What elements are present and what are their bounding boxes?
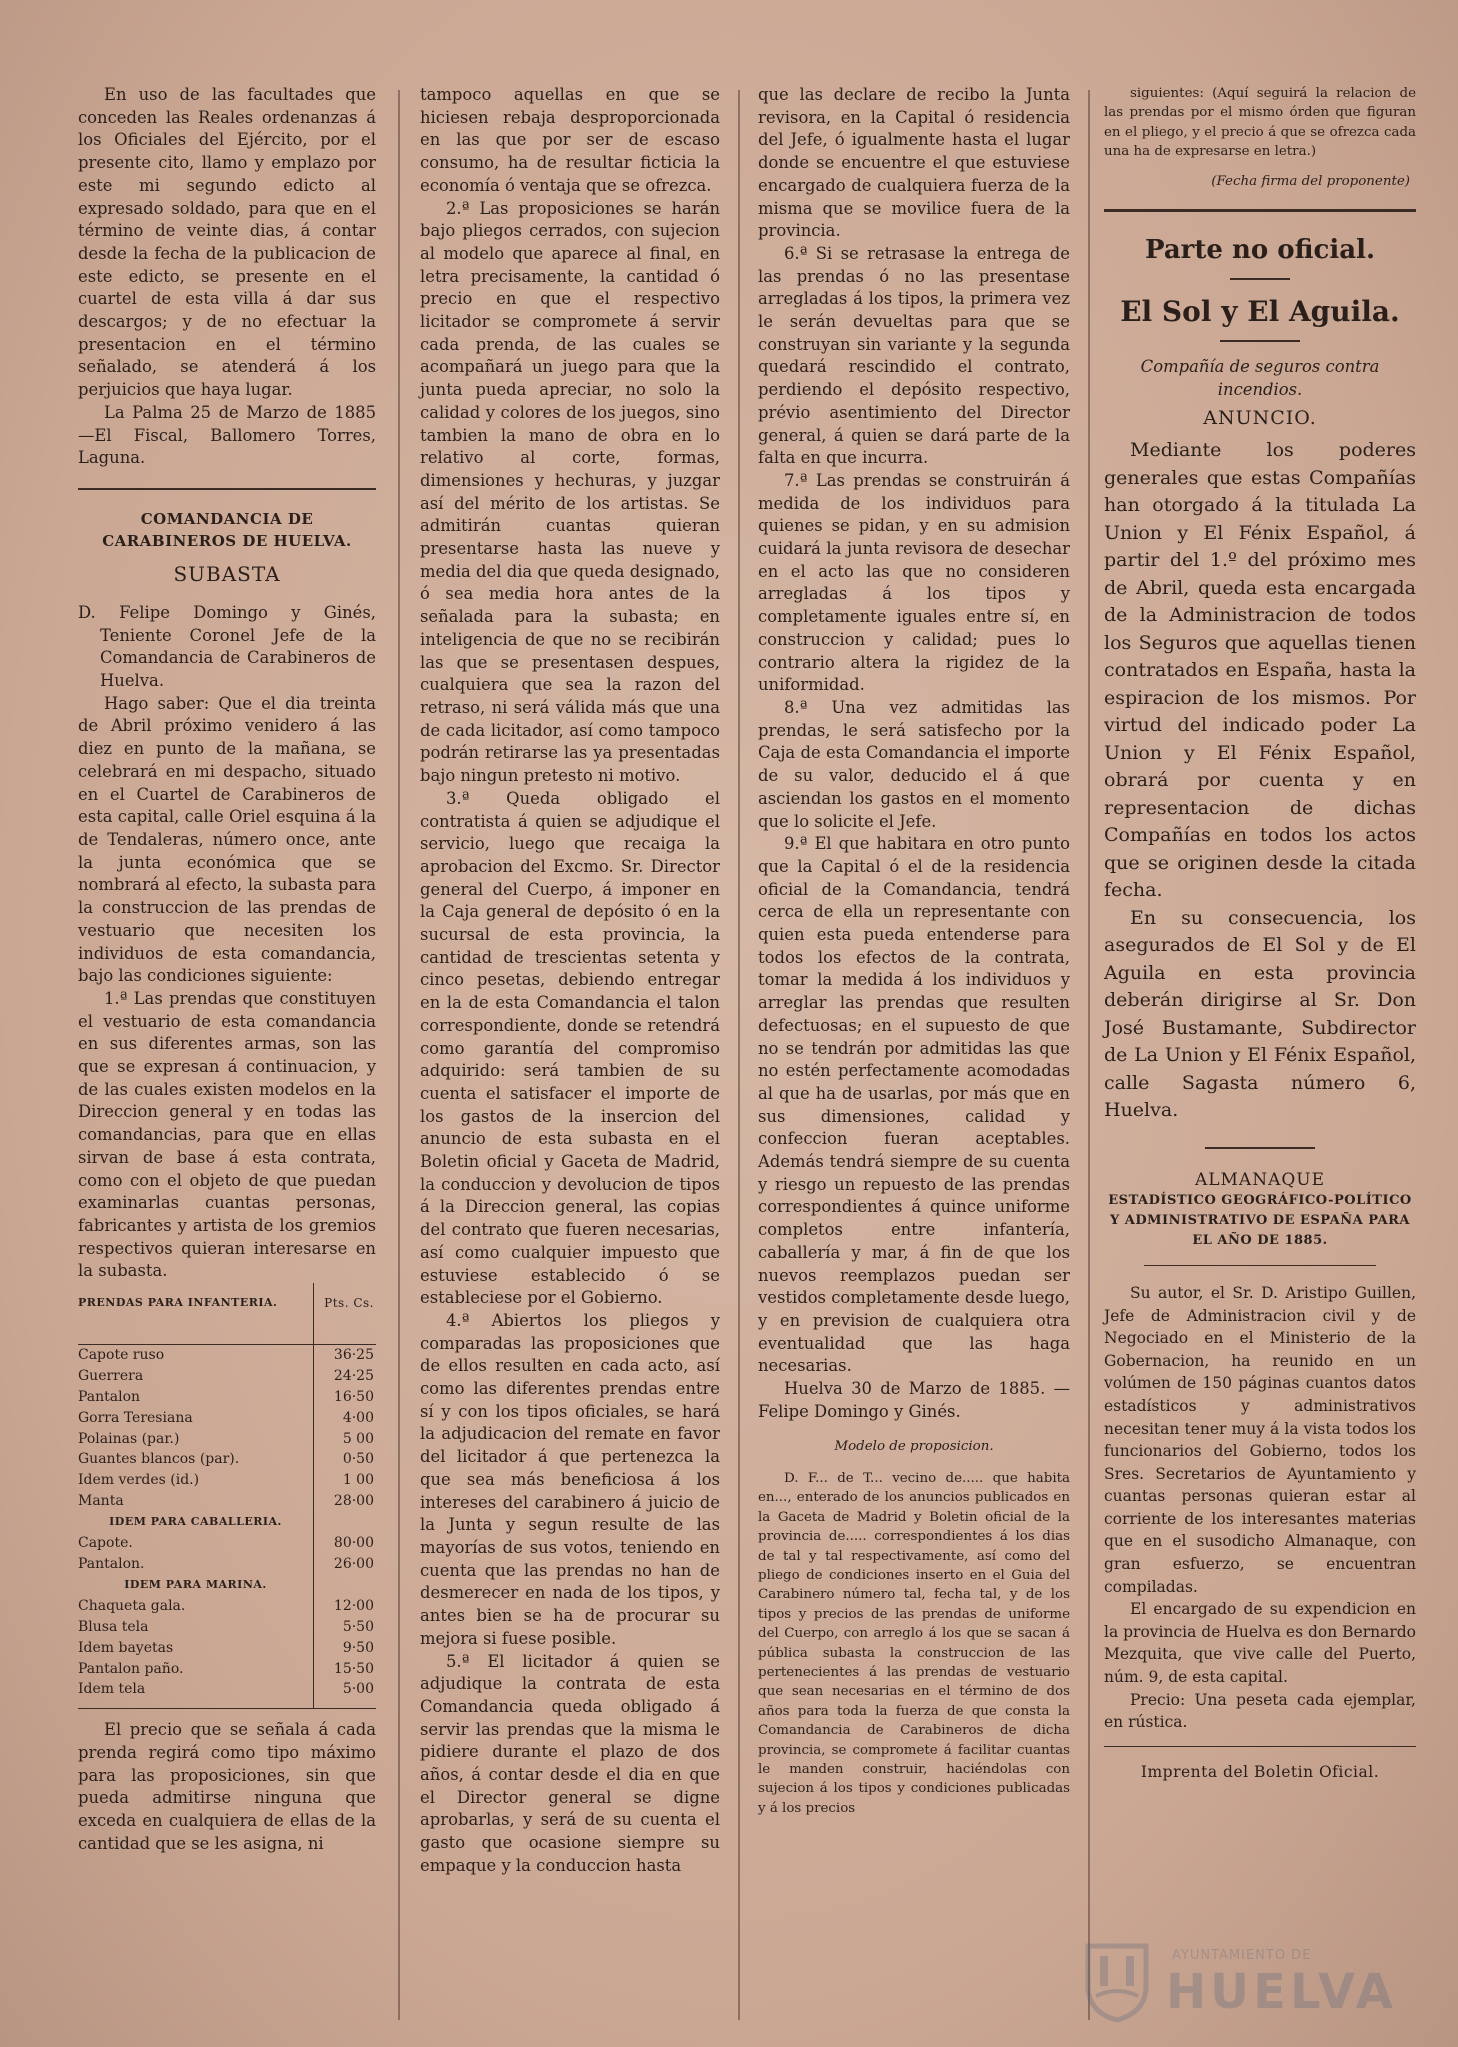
table-item: Capote. (78, 1533, 314, 1554)
column-rule (1088, 90, 1090, 2020)
condition-4: 4.ª Abiertos los pliegos y comparadas las proposiciones que de ellos resulten en cada acto, así como las diferentes prendas entre sí y con los tipos oficiales, se hará la adjudicacion del remate en favor del licitador á que pertenezca la que sea más beneficiosa á los intereses del carabinero á juicio de la Junta y segun resulte de las mayorías de sus votos, teniendo en cuenta que las prendas no han de desmerecer en nada de los tipos, y antes bien se ha de procurar su mejora si fuese posible. (420, 1310, 720, 1648)
table-price: 28·00 (333, 1493, 374, 1510)
table-price: 80·00 (333, 1535, 374, 1552)
table-price: 12·00 (333, 1597, 374, 1614)
column-1 (78, 84, 376, 1856)
table-item: Idem bayetas (78, 1638, 314, 1659)
table-price: 1 00 (342, 1472, 374, 1489)
table-subheading: IDEM PARA CABALLERIA. (78, 1512, 314, 1533)
column-2 (420, 84, 720, 1878)
almanaque-paragraph-3: Precio: Una peseta cada ejemplar, en rústica. (1104, 1690, 1416, 1732)
table-item: Pantalon (78, 1387, 314, 1408)
table-price: 9·50 (342, 1639, 374, 1656)
modelo-text: D. F... de T... vecino de..... que habita en..., enterado de los anuncios publicados en la Gaceta de Madrid y Boletin oficial de la provincia de..... correspondientes á los dias de tal y tal respectivamente, así como del pliego de condiciones inserto en el Guia del Carabinero número tal, fecha tal, y de los tipos y precios de las prendas de uniforme del Cuerpo, con arreglo á los que se sacan á pública subasta la construccion de las pertenecientes á las prendas de vestuario que sean necesarias en el término de dos años para toda la fuerza de que consta la Comandancia de Carabineros de dicha provincia, se compromete á facilitar cuantas le manden construir, haciéndolas con sujecion á los tipos y condiciones publicadas y á los precios (758, 1470, 1070, 1816)
almanaque-paragraph-2: El encargado de su expendicion en la provincia de Huelva es don Bernardo Mezquita, que vive calle del Puerto, núm. 9, de esta capital. (1104, 1600, 1416, 1687)
section-divider (1104, 209, 1416, 212)
modelo-title: Modelo de proposicion. (834, 1439, 994, 1455)
condition-5: 5.ª El licitador á quien se adjudique la contrata de esta Comandancia queda obligado á servir las prendas que la misma le pidiere durante el plazo de dos años, á contar desde el dia en que el Director general se digne aprobarlas, y será de su cuenta el gasto que ocasione siempre su empaque y la conduccion hasta (420, 1651, 720, 1875)
section-divider (78, 488, 376, 490)
paragraph-continued: tampoco aquellas en que se hiciesen rebaja desproporcionada en las que por ser de escaso consumo, ha de resultar ficticia la economía ó ventaja que se ofrezca. (420, 85, 720, 195)
table-item: Idem tela (78, 1679, 314, 1708)
section-divider (1104, 1746, 1416, 1747)
subasta-heading: SUBASTA (173, 561, 281, 586)
table-price: 5·50 (342, 1618, 374, 1635)
almanaque-subtitle: ESTADÍSTICO GEOGRÁFICO-POLÍTICO Y ADMINISTRATIVO DE ESPAÑA PARA EL AÑO DE 1885. (1108, 1192, 1412, 1248)
short-divider (1144, 1265, 1376, 1266)
table-header-left: PRENDAS PARA INFANTERIA. (78, 1283, 314, 1344)
coat-of-arms-icon (1082, 1940, 1152, 2022)
anuncio-heading: ANUNCIO. (1203, 407, 1317, 430)
parte-no-oficial-title: Parte no oficial. (1144, 235, 1376, 266)
notice-hago-saber: Hago saber: Que el dia treinta de Abril próximo venidero á las diez en punto de la mañana, se celebrará en mi despacho, situado en el Cuartel de Carabineros de esta capital, calle Oriel esquina á la de Tendaleras, número once, ante la junta económica que se nombrará al efecto, la subasta para la construccion de las prendas de vestuario que necesiten los individuos de esta comandancia, bajo las condiciones siguiente: (78, 693, 376, 986)
table-price: 36·25 (333, 1346, 374, 1363)
archive-watermark (1082, 1940, 1422, 2020)
notice-signature: Huelva 30 de Marzo de 1885. —Felipe Domingo y Ginés. (758, 1379, 1070, 1421)
table-subheading: IDEM PARA MARINA. (78, 1575, 314, 1596)
company-title: El Sol y El Aguila. (1120, 295, 1400, 329)
notice-intro: D. Felipe Domingo y Ginés, Teniente Coronel Jefe de la Comandancia de Carabineros de Huelva. (78, 602, 376, 691)
table-item: Pantalon paño. (78, 1659, 314, 1680)
paragraph-continued: que las declare de recibo la Junta revisora, en la Capital ó residencia del Jefe, ó igualmente hasta el lugar donde se encuentre el que estuviese encargado de cualquiera fuerza de la misma que se movilice fuera de la provincia. (758, 85, 1070, 241)
table-item: Manta (78, 1491, 314, 1512)
watermark-line-1: AYUNTAMIENTO DE (1172, 1948, 1312, 1963)
table-header-right: Pts. Cs. (314, 1283, 377, 1344)
short-divider (1220, 340, 1300, 342)
table-price: 16·50 (333, 1388, 374, 1405)
column-rule (738, 90, 740, 2020)
section-heading: COMANDANCIA DE CARABINEROS DE HUELVA. (102, 509, 352, 550)
column-rule (398, 90, 400, 2020)
price-table (78, 1283, 376, 1709)
table-item: Blusa tela (78, 1617, 314, 1638)
edict-signature: La Palma 25 de Marzo de 1885 —El Fiscal, Ballomero Torres, Laguna. (78, 402, 376, 468)
condition-3: 3.ª Queda obligado el contratista á quien se adjudique el servicio, luego que recaiga la aprobacion del Excmo. Sr. Director general del Cuerpo, á imponer en la Caja general de depósito ó en la sucursal de esta provincia, la cantidad de trescientas setenta y cinco pesetas, debiendo entregar en la de esta Comandancia el talon correspondiente, donde se retendrá como garantía del compromiso adquirido: será tambien de su cuenta el satisfacer el importe de los gastos de la insercion del anuncio de esta subasta en el Boletin oficial y Gaceta de Madrid, la conduccion y devolucion de tipos á la Direccion general, las copias del contrato que fueren necesarias, así como cualquier impuesto que estuviese establecido ó se estableciese por el Gobierno. (420, 788, 720, 1308)
imprenta-footer: Imprenta del Boletin Oficial. (1140, 1762, 1380, 1781)
table-item: Capote ruso (78, 1344, 314, 1365)
short-divider (1230, 278, 1290, 280)
watermark-line-2: HUELVA (1166, 1964, 1397, 2020)
condition-2: 2.ª Las proposiciones se harán bajo pliegos cerrados, con sujecion al modelo que aparece al final, en letra precisamente, la cantidad ó precio en que el respectivo licitador se compromete á servir cada prenda, de las cuales se acompañará un juego para que la junta pueda apreciar, no solo la calidad y colores de los juegos, sino tambien la mano de obra en lo relativo al corte, formas, dimensiones y hechuras, y juzgar así del mérito de los artistas. Se admitirán cuantas quieran presentarse hasta las nueve y media del dia que queda designado, ó sea media hora antes de la señalada para la subasta; en inteligencia de que no se recibirán las que se presentasen despues, cualquiera que sea la razon del retraso, ni será válida más que una de cada licitador, así como tampoco podrán retirarse las ya presentadas bajo ningun pretesto ni motivo. (420, 198, 720, 786)
table-price: 4·00 (342, 1409, 374, 1426)
table-item: Polainas (par.) (78, 1429, 314, 1450)
price-paragraph: El precio que se señala á cada prenda regirá como tipo máximo para las proposiciones, sin que pueda admitirse ninguna que exceda en cualquiera de ellas de la cantidad que se les asigna, ni (78, 1720, 376, 1853)
condition-6: 6.ª Si se retrasase la entrega de las prendas ó no las presentase arregladas á los tipos, la primera vez le serán devueltas para que se construyan sin variante y la segunda quedará rescindido el contrato, perdiendo el depósito respectivo, prévio asentimiento del Director general, á quien se dará parte de la falta en que incurra. (758, 243, 1070, 468)
condition-9: 9.ª El que habitara en otro punto que la Capital ó el de la residencia oficial de la Comandancia, tendrá cerca de ella un representante con quien esta pueda entenderse para todos los efectos de la contrata, tomar la medida á los individuos y arreglar las prendas que resulten defectuosas; en el supuesto de que no se tendrán por admitidas las que no estén perfectamente acomodadas al que ha de usarlas, por más que en sus dimensiones, calidad y confeccion fueran aceptables. Además tendrá siempre de su cuenta y riesgo un repuesto de las prendas correspondientes á quince uniforme completos entre infantería, caballería y mar, á fin de que los nuevos reemplazos puedan ser vestidos completamente desde luego, y en prevision de cualquiera otra eventualidad que las haga necesarias. (758, 834, 1070, 1376)
table-price: 5·00 (314, 1679, 377, 1708)
table-item: Chaqueta gala. (78, 1596, 314, 1617)
table-price: 26·00 (333, 1556, 374, 1573)
almanaque-paragraph-1: Su autor, el Sr. D. Aristipo Guillen, Jefe de Administracion civil y de Negociado en el Ministerio de la Gobernacion, ha reunido en un volúmen de 150 páginas cuantos datos estadísticos y administrativos necesitan tener muy á la vista todos los funcionarios del Gobierno, todos los Sres. Secretarios de Ayuntamiento y cuantas personas quieran estar al corriente de los interesantes materias que en el susodicho Almanaque, con gran esfuerzo, se encuentran compiladas. (1104, 1283, 1416, 1596)
column-4 (1104, 84, 1416, 1784)
condition-7: 7.ª Las prendas se construirán á medida de los individuos para quienes se pidan, y en su admision cuidará la junta revisora de desechar en el acto las que no consideren arregladas á los tipos y completamente iguales entre sí, en construccion y calidad; pues lo contrario altera la rigidez de la uniformidad. (758, 470, 1070, 695)
table-price: 0·50 (342, 1451, 374, 1468)
almanaque-title: ALMANAQUE (1194, 1169, 1326, 1190)
table-price: 24·25 (333, 1367, 374, 1384)
condition-1: 1.ª Las prendas que constituyen el vestuario de esta comandancia en sus diferentes armas, son las que se expresan á continuacion, y de las cuales existen modelos en la Direccion general y en todas las comandancias, para que en ellas sirvan de base á esta contrata, como con el objeto de que puedan examinarlas cuantas personas, fabricantes y artista de los gremios respectivos quieran interesarse en la subasta. (78, 988, 376, 1281)
short-divider (1205, 1147, 1315, 1149)
table-item: Guerrera (78, 1366, 314, 1387)
table-item: Pantalon. (78, 1554, 314, 1575)
table-price: 15·50 (333, 1660, 374, 1677)
edict-paragraph: En uso de las facultades que conceden las Reales ordenanzas á los Oficiales del Ejército, por el presente cito, llamo y emplazo por este mi segundo edicto al expresado soldado, para que en el término de veinte dias, á contar desde la fecha de la publicacion de este edicto, se presente en el cuartel de esta villa á dar sus descargos; y de no efectuar la presentacion en el término señalado, se atenderá á los perjuicios que haya lugar. (78, 85, 376, 400)
fecha-firma: (Fecha firma del proponente) (1211, 173, 1410, 189)
anuncio-paragraph-1: Mediante los poderes generales que estas Compañías han otorgado á la titulada La Union y El Fénix Español, á partir del 1.º del próximo mes de Abril, queda esta encargada de la Administracion de todos los Seguros que aquellas tienen contratados en España, hasta la espiracion de los mismos. Por virtud del indicado poder La Union y El Fénix Español, obrará por cuenta y en representacion de dichas Compañías en todos los actos que se originen desde la citada fecha. (1104, 439, 1416, 902)
column-3 (758, 84, 1070, 1818)
modelo-continued: siguientes: (Aquí seguirá la relacion de las prendas por el mismo órden que figuran en el pliego, y el precio á que se ofrezca cada una ha de expresarse en letra.) (1104, 86, 1416, 160)
condition-8: 8.ª Una vez admitidas las prendas, le será satisfecho por la Caja de esta Comandancia el importe de su valor, deducido el á que asciendan los gastos en el momento que lo solicite el Jefe. (758, 697, 1070, 831)
table-item: Guantes blancos (par). (78, 1449, 314, 1470)
table-price: 5 00 (342, 1430, 374, 1447)
table-item: Gorra Teresiana (78, 1408, 314, 1429)
anuncio-paragraph-2: En su consecuencia, los asegurados de El Sol y de El Aguila en esta provincia deberán dirigirse al Sr. Don José Bustamante, Subdirector de La Union y El Fénix Español, calle Sagasta número 6, Huelva. (1104, 906, 1416, 1122)
table-item: Idem verdes (id.) (78, 1470, 314, 1491)
company-subtitle: Compañía de seguros contra incendios. (1140, 357, 1380, 399)
